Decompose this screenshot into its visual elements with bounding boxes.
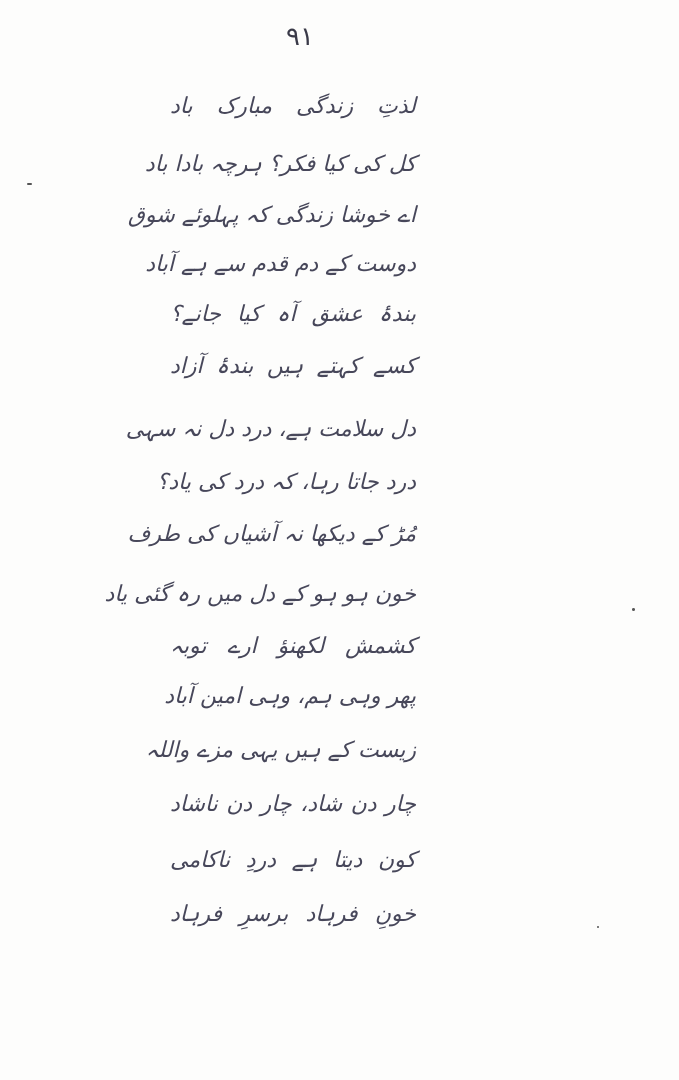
verse-line-12: پھر وہی ہم، وہی امین آباد: [164, 684, 416, 709]
verse-line-3: اے خوشا زندگی کہ پہلوئے شوق: [127, 203, 416, 228]
verse-line-5: بندۂ عشق آہ کیا جانے؟: [170, 302, 416, 327]
verse-line-2: کل کی کیا فکر؟ ہرچہ بادا باد: [144, 152, 416, 177]
verse-line-15: کون دیتا ہے دردِ ناکامی: [170, 848, 416, 873]
verse-line-13: زیست کے ہیں یہی مزے واللہ: [145, 738, 416, 763]
verse-line-10: خون ہو ہو کے دل میں رہ گئی یاد: [104, 582, 416, 607]
ink-speck: [632, 608, 635, 611]
verse-line-14: چار دن شاد، چار دن ناشاد: [170, 792, 416, 817]
verse-line-1: لذتِ زندگی مبارک باد: [170, 94, 416, 119]
verse-line-8: درد جاتا رہا، کہ درد کی یاد؟: [156, 470, 416, 495]
verse-line-7: دل سلامت ہے، درد دل نہ سہی: [125, 417, 416, 442]
ink-speck: [27, 183, 32, 185]
verse-line-4: دوست کے دم قدم سے ہے آباد: [145, 252, 416, 277]
verse-line-11: کشمش لکھنؤ ارے توبہ: [170, 634, 416, 659]
verse-line-16: خونِ فرہاد برسرِ فرہاد: [170, 902, 416, 927]
page-number: ۹۱: [286, 22, 314, 52]
verse-line-6: کسے کہتے ہیں بندۂ آزاد: [170, 354, 416, 379]
verse-line-9: مُڑ کے دیکھا نہ آشیاں کی طرف: [127, 522, 416, 547]
ink-speck: [597, 926, 599, 928]
